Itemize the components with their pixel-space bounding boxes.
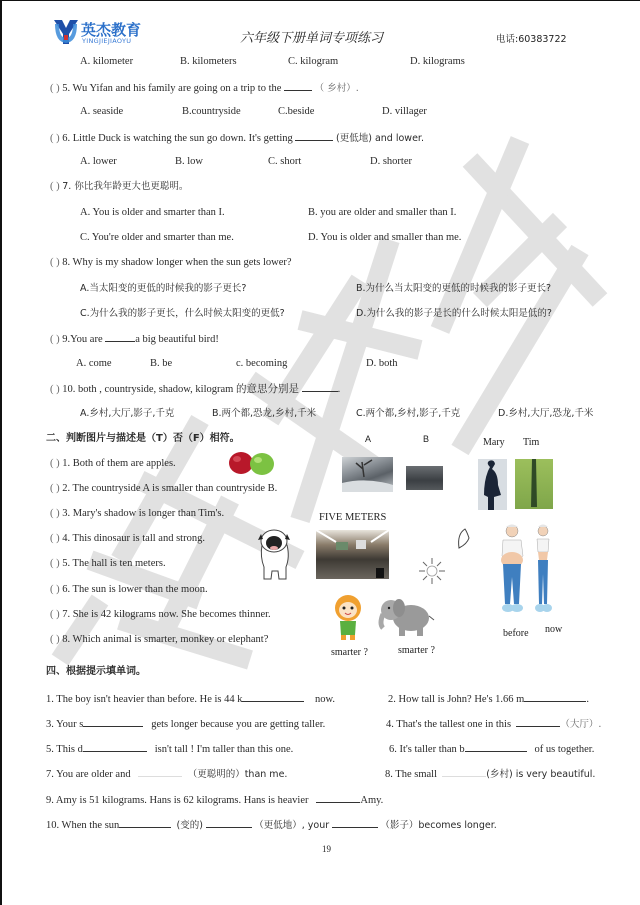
q8-text: 8. Why is my shadow longer when the sun gets lower? — [62, 257, 292, 268]
image-label-mary: Mary — [483, 437, 505, 448]
q7-text: 7. 你比我年龄更大也更聪明。 — [62, 181, 189, 192]
fill-blank-input[interactable] — [138, 766, 182, 777]
fill-blank-input[interactable] — [442, 766, 486, 777]
moon-image — [455, 528, 471, 550]
fill-blank-input[interactable] — [83, 741, 147, 752]
answer-paren[interactable]: ( ) — [50, 483, 60, 494]
fill-blank-input[interactable] — [119, 817, 171, 828]
answer-paren[interactable]: ( ) — [50, 609, 60, 620]
countryside-b-image — [406, 466, 443, 490]
q6-question — [50, 130, 424, 145]
judge-item-text: 5. The hall is ten meters. — [62, 558, 166, 569]
page-title: 六年级下册单词专项练习 — [240, 31, 384, 46]
q10-question — [50, 381, 340, 396]
answer-paren[interactable]: ( ) — [50, 558, 60, 569]
fill-blank-input[interactable] — [516, 716, 560, 727]
judge-item-text: 1. Both of them are apples. — [62, 458, 176, 469]
page-number: 19 — [322, 844, 331, 854]
fill-text: 1. The boy isn't heavier than before. He is 44 k — [46, 694, 243, 705]
mary-shadow-image — [478, 459, 507, 510]
logo — [53, 18, 153, 46]
judge-item-1 — [50, 457, 176, 470]
fill-blank-input[interactable] — [206, 817, 252, 828]
page-border-top — [0, 0, 640, 1]
fill-blank-input[interactable] — [242, 691, 304, 702]
q6-option-d: D. shorter — [370, 156, 412, 167]
judge-item-3 — [50, 507, 224, 520]
judge-item-2 — [50, 482, 277, 495]
q7-option-c: C. You're older and smarter than me. — [80, 232, 234, 243]
q6-hint: (更低地) and lower. — [336, 133, 424, 144]
judge-item-5 — [50, 557, 166, 570]
fill-item-6 — [389, 741, 594, 756]
fill-hint: （影子）becomes longer. — [380, 820, 497, 831]
answer-paren[interactable]: ( ) — [50, 458, 60, 469]
q10-option-a: A.乡村,大厅,影子,千克 — [80, 408, 175, 419]
fill-hint: (变的) — [176, 820, 203, 831]
image-label-before: before — [503, 628, 529, 639]
pug-dog-image — [254, 527, 294, 581]
tim-shadow-image — [515, 459, 553, 509]
fill-item-5 — [46, 741, 293, 756]
answer-paren[interactable]: ( ) — [50, 334, 60, 345]
q5-question — [50, 80, 359, 95]
fill-text: 5. This d — [46, 744, 83, 755]
image-label-a: A — [365, 434, 372, 444]
answer-paren[interactable]: ( ) — [50, 181, 60, 192]
judge-item-4 — [50, 532, 205, 545]
q7-option-b: B. you are older and smaller than I. — [308, 207, 457, 218]
logo-text-cn: 英杰教育 — [81, 21, 142, 39]
answer-paren[interactable]: ( ) — [50, 257, 60, 268]
fill-text: 7. You are older and — [46, 769, 131, 780]
judge-item-text: 8. Which animal is smarter, monkey or elephant? — [62, 634, 269, 645]
q9-option-a: A. come — [76, 358, 112, 369]
fill-blank-input[interactable] — [524, 691, 586, 702]
answer-paren[interactable]: ( ) — [50, 634, 60, 645]
phone-number: 电话:60383722 — [496, 34, 567, 45]
judge-item-text: 2. The countryside A is smaller than countryside B. — [62, 483, 278, 494]
fill-text: 9. Amy is 51 kilograms. Hans is 62 kilograms. Hans is heavier — [46, 795, 309, 806]
sun-image — [417, 556, 447, 586]
fill-item-9 — [46, 792, 383, 807]
fill-blank-input[interactable] — [83, 716, 143, 727]
image-label-smarter-elephant: smarter ? — [398, 645, 435, 656]
judge-item-7 — [50, 608, 271, 621]
fill-text: of us together. — [534, 744, 595, 755]
fill-hint: (乡村) is very beautiful. — [486, 769, 596, 780]
q9-text-after: a big beautiful bird! — [135, 334, 219, 345]
q4-option-c: C. kilogram — [288, 56, 339, 67]
answer-paren[interactable]: ( ) — [50, 584, 60, 595]
q6-text: 6. Little Duck is watching the sun go down. It's getting — [62, 133, 293, 144]
fill-hint: （更低地）, your — [254, 820, 330, 831]
image-label-tim: Tim — [523, 437, 540, 448]
fill-text: . — [586, 694, 589, 705]
q7-question — [50, 180, 188, 193]
hall-image — [316, 530, 389, 579]
q6-option-b: B. low — [175, 156, 204, 167]
five-meters-label: FIVE METERS — [319, 512, 387, 523]
fill-blank-input[interactable] — [332, 817, 378, 828]
q5-option-c: C.beside — [278, 106, 315, 117]
q5-option-a: A. seaside — [80, 106, 124, 117]
q5-hint: （ 乡村）. — [314, 83, 359, 94]
fill-text: 10. When the sun — [46, 820, 120, 831]
fill-text: Amy. — [360, 795, 384, 806]
blank — [284, 80, 312, 91]
q4-option-b: B. kilometers — [180, 56, 237, 67]
q5-option-b: B.countryside — [182, 106, 241, 117]
fill-text: 8. The small — [385, 769, 438, 780]
q10-option-d: D.乡村,大厅,恐龙,千米 — [498, 408, 594, 419]
fill-item-8 — [385, 766, 595, 781]
q5-option-d: D. villager — [382, 106, 427, 117]
judge-item-text: 7. She is 42 kilograms now. She becomes thinner. — [62, 609, 271, 620]
q8-option-a: A.当太阳变的更低的时候我的影子更长? — [80, 283, 247, 294]
section-fill-heading: 四、根据提示填单词。 — [46, 666, 146, 677]
blank — [105, 331, 135, 342]
answer-paren[interactable]: ( ) — [50, 133, 60, 144]
fill-text: 6. It's taller than b — [389, 744, 465, 755]
fill-hint: （大厅）. — [560, 719, 602, 730]
q8-option-d: D.为什么我的影子是长的什么时候太阳是低的? — [356, 308, 552, 319]
countryside-a-image — [342, 457, 393, 492]
q8-option-c: C.为什么我的影子更长，什么时候太阳变的更低? — [80, 308, 285, 319]
judge-item-8 — [50, 633, 268, 646]
apples-image — [227, 450, 277, 476]
q8-question — [50, 256, 292, 269]
fill-item-10 — [46, 817, 497, 832]
q10-option-c: C.两个都,乡村,影子,千克 — [356, 408, 461, 419]
fill-blank-input[interactable] — [465, 741, 527, 752]
answer-paren[interactable]: ( ) — [50, 384, 60, 395]
q9-option-b: B. be — [150, 358, 173, 369]
logo-mark-icon — [53, 18, 79, 46]
image-label-smarter-monkey: smarter ? — [331, 647, 368, 658]
fill-item-1 — [46, 691, 335, 706]
q4-option-d: D. kilograms — [410, 56, 465, 67]
logo-text-en: YINGJIEJIAOYU — [82, 37, 132, 45]
fill-text: 3. Your s — [46, 719, 84, 730]
q10-end: . — [337, 384, 341, 395]
answer-paren[interactable]: ( ) — [50, 83, 60, 94]
fill-item-3 — [46, 716, 325, 731]
fill-text: gets longer because you are getting taller. — [151, 719, 326, 730]
fill-text: 4. That's the tallest one in this — [386, 719, 512, 730]
judge-item-text: 6. The sun is lower than the moon. — [62, 584, 208, 595]
q9-option-c: c. becoming — [236, 358, 288, 369]
blank — [302, 381, 338, 392]
judge-item-6 — [50, 583, 208, 596]
q7-option-a: A. You is older and smarter than I. — [80, 207, 225, 218]
page-border-left — [0, 0, 2, 905]
monkey-image — [328, 593, 370, 641]
q5-text: 5. Wu Yifan and his family are going on a trip to the — [62, 83, 282, 94]
fill-item-7 — [46, 766, 287, 781]
image-label-now: now — [545, 624, 563, 635]
judge-item-text: 3. Mary's shadow is longer than Tim's. — [62, 508, 225, 519]
fill-text: isn't tall ! I'm taller than this one. — [154, 744, 294, 755]
answer-paren[interactable]: ( ) — [50, 508, 60, 519]
judge-item-text: 4. This dinosaur is tall and strong. — [62, 533, 205, 544]
fill-blank-input[interactable] — [316, 792, 360, 803]
blank — [295, 130, 333, 141]
q6-option-a: A. lower — [80, 156, 117, 167]
q9-option-d: D. both — [366, 358, 398, 369]
q10-option-b: B.两个都,恐龙,乡村,千米 — [212, 408, 317, 419]
section-judge-heading: 二、判断图片与描述是（T）否（F）相符。 — [46, 433, 240, 444]
fill-text: now. — [314, 694, 336, 705]
fill-item-2 — [388, 691, 589, 706]
fill-hint: （更聪明的）than me. — [187, 769, 288, 780]
q6-option-c: C. short — [268, 156, 302, 167]
image-label-b: B — [423, 434, 430, 444]
q9-question — [50, 331, 219, 346]
answer-paren[interactable]: ( ) — [50, 533, 60, 544]
fill-item-4 — [386, 716, 601, 731]
q7-option-d: D. You is older and smaller than me. — [308, 232, 462, 243]
q8-option-b: B.为什么当太阳变的更低的时候我的影子更长? — [356, 283, 552, 294]
q9-text-before: 9.You are — [62, 334, 103, 345]
fill-text: 2. How tall is John? He's 1.66 m — [388, 694, 525, 705]
q4-option-a: A. kilometer — [80, 56, 134, 67]
elephant-image — [375, 594, 435, 638]
q10-text: 10. both , countryside, shadow, kilogram 的意思分别是 — [62, 384, 299, 395]
before-now-woman-image — [498, 522, 560, 617]
